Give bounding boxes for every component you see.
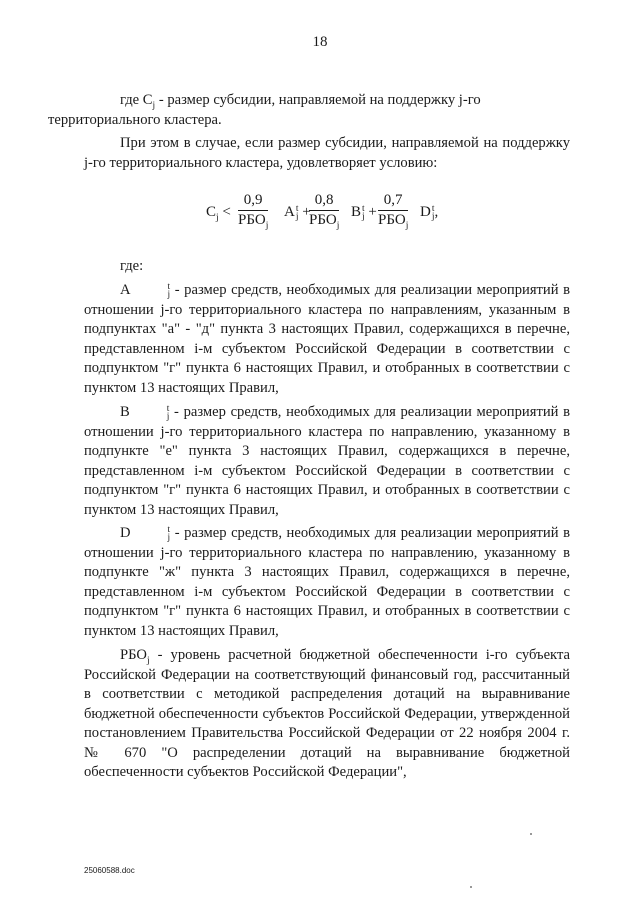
- definition-d: D t j - размер средств, необходимых для реализации мероприятий в отношении j-го территориального кластера по направлению, указанному в подпункте "ж" пункта 3 настоящих Правил, содержащихся в перечне, представленном i-м субъектом Российской Федерации в соответствии с подпунктом "г" пункта 6 настоящих Правил, и отобранных в соответствии с пунктом 13 настоящих Правил,: [84, 524, 570, 639]
- cj-subscript: j: [152, 100, 156, 111]
- definition-rbo-text: - уровень расчетной бюджетной обеспеченности i-го субъекта Российской Федерации на соответствующий финансовый год, рассчитанный в соответствии с методикой распределения дотаций на выравнивание бюджетной обеспеченности субъектов Российской Федерации, утвержденной постановлением Правительства Российской Федерации от 22 ноября 2004 г. № 670 "О распределении дотаций на выравнивание бюджетной обеспеченности субъектов Российской Федерации",: [84, 647, 570, 780]
- term-a: A t j +: [284, 203, 311, 222]
- paragraph-condition: При этом в случае, если размер субсидии, направляемой на поддержку j-го территориального кластера, удовлетворяет условию:: [84, 135, 570, 171]
- var-b: B: [120, 404, 130, 420]
- var-d: D: [120, 525, 131, 541]
- fraction-1-numerator: 0,9: [238, 191, 268, 211]
- term-b: B t j +: [351, 203, 377, 222]
- definition-b: B t j - размер средств, необходимых для реализации мероприятий в отношении j-го территориального кластера по направлению, указанному в подпункте "е" пункта 3 настоящих Правил, содержащихся в перечне, представленном i-м субъектом Российской Федерации в соответствии с подпунктом "г" пункта 6 настоящих Правил, и отобранных в соответствии с пунктом 13 настоящих Правил,: [84, 403, 570, 518]
- cj-text-line1: - размер субсидии, направляемой на поддержку j-го: [155, 92, 481, 108]
- formula-lhs: $C_j$ <: [206, 204, 231, 223]
- cj-text-line2: территориального кластера.: [48, 111, 222, 128]
- subsidy-formula: [0, 191, 640, 239]
- term-d: D t j ,: [420, 203, 439, 222]
- definition-b-text: - размер средств, необходимых для реализации мероприятий в отношении j-го территориального кластера по направлению, указанному в подпункте "е" пункта 3 настоящих Правил, содержащихся в перечне, представленном i-м субъектом Российской Федерации в соответствии с подпунктом "г" пункта 6 настоящих Правил, и отобранных в соответствии с пунктом 13 настоящих Правил,: [84, 404, 570, 518]
- fraction-2-denominator: $РБО_j$: [309, 212, 340, 231]
- cj-lead: где C: [120, 92, 153, 108]
- scan-dot: [470, 886, 472, 888]
- paragraph-cj-definition: [48, 91, 570, 130]
- fraction-1: [238, 191, 268, 229]
- fraction-3-denominator: $РБО_j$: [378, 212, 409, 231]
- scan-dot: [530, 833, 532, 835]
- where-label: где:: [120, 258, 144, 274]
- definition-a-text: - размер средств, необходимых для реализации мероприятий в отношении j-го территориального кластера по направлениям, указанным в подпунктах "а" - "д" пункта 3 настоящих Правил, содержащихся в перечне, представленном i-м субъектом Российской Федерации в соответствии с подпунктом "г" пункта 6 настоящих Правил, и отобранных в соответствии с пунктом 13 настоящих Правил,: [84, 282, 570, 396]
- fraction-3-numerator: 0,7: [378, 191, 408, 211]
- fraction-3: [378, 191, 408, 229]
- definition-d-text: - размер средств, необходимых для реализации мероприятий в отношении j-го территориального кластера по направлению, указанному в подпункте "ж" пункта 3 настоящих Правил, содержащихся в перечне, представленном i-м субъектом Российской Федерации в соответствии с подпунктом "г" пункта 6 настоящих Правил, и отобранных в соответствии с пунктом 13 настоящих Правил,: [84, 525, 570, 639]
- footer-filename: 25060588.doc: [84, 866, 135, 875]
- page-number: 18: [312, 34, 328, 50]
- fraction-2-numerator: 0,8: [309, 191, 339, 211]
- fraction-2: [309, 191, 339, 229]
- definition-rbo: $РБО_j$ - уровень расчетной бюджетной обеспеченности i-го субъекта Российской Федерации на соответствующий финансовый год, рассчитанный в соответствии с методикой распределения дотаций на выравнивание бюджетной обеспеченности субъектов Российской Федерации, утвержденной постановлением Правительства Российской Федерации от 22 ноября 2004 г. № 670 "О распределении дотаций на выравнивание бюджетной обеспеченности субъектов Российской Федерации",: [84, 647, 570, 780]
- var-a: A: [120, 282, 131, 298]
- definition-a: A t j - размер средств, необходимых для реализации мероприятий в отношении j-го территориального кластера по направлениям, указанным в подпунктах "а" - "д" пункта 3 настоящих Правил, содержащихся в перечне, представленном i-м субъектом Российской Федерации в соответствии с подпунктом "г" пункта 6 настоящих Правил, и отобранных в соответствии с пунктом 13 настоящих Правил,: [84, 281, 570, 396]
- fraction-1-denominator: $РБО_j$: [238, 212, 269, 231]
- var-rbo: РБО: [120, 647, 147, 663]
